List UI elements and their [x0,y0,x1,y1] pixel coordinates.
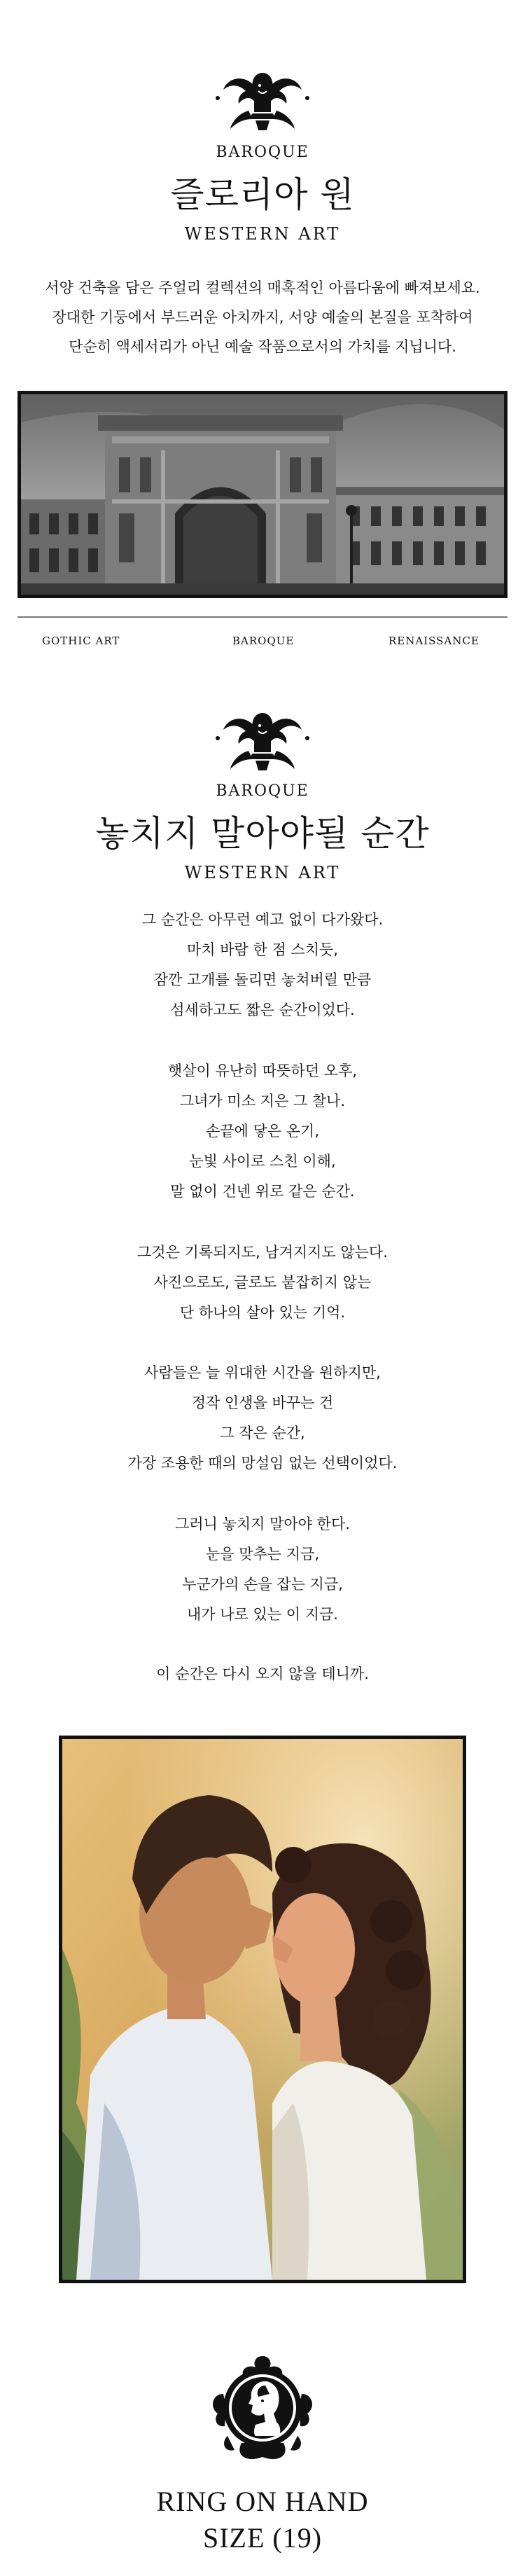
poem-line: 눈빛 사이로 스친 이해, [189,1153,336,1170]
poem-line: 사진으로도, 글로도 붙잡히지 않는 [153,1274,372,1291]
section-eyebrow: BAROQUE [216,144,309,161]
architecture-photo [18,391,507,598]
poem-line: 내가 나로 있는 이 지금. [187,1606,338,1623]
nav-link-gothic-art[interactable]: GOTHIC ART [42,635,120,647]
intro-line: 단순히 액세서리가 아닌 예술 작품으로서의 가치를 지닙니다. [69,338,456,355]
poem-line: 그것은 기록되지도, 남겨지지도 않는다. [137,1244,388,1261]
poem-line: 정작 인생을 바꾸는 건 [191,1394,334,1411]
poem-stanza [0,1056,525,1207]
section-title: 놓치지 말아야될 순간 [95,813,430,854]
poem-line: 마치 바람 한 점 스치듯, [187,941,338,958]
poem-line: 그 순간은 아무런 예고 없이 다가왔다. [141,911,384,928]
poem-stanza [0,1659,525,1689]
poem-line: 그녀가 미소 지은 그 찰나. [179,1093,346,1109]
section-subtitle: WESTERN ART [184,863,341,882]
section-title: 즐로리아 원 [170,174,355,215]
poem-line: 그러니 놓치지 말아야 한다. [175,1516,350,1532]
nav-link-baroque[interactable]: BAROQUE [232,635,295,647]
couple-painting [59,1736,466,2283]
medallion-portrait-icon [206,2352,318,2464]
section-eyebrow: BAROQUE [216,782,309,800]
footer-line: RING ON HAND [156,2486,369,2517]
poem-line: 손끝에 닿은 온기, [205,1123,320,1140]
nav-divider [18,616,507,618]
poem-line: 눈을 맞추는 지금, [205,1546,320,1563]
poem-stanza [0,1238,525,1328]
intro-line: 서양 건축을 담은 주얼리 컬렉션의 매혹적인 아름다움에 빠져보세요. [45,279,480,296]
section-subtitle: WESTERN ART [184,224,341,244]
baroque-crest-icon [214,710,312,775]
poem-line: 햇살이 유난히 따뜻하던 오후, [167,1062,358,1079]
poem-stanza [0,1358,525,1479]
poem-line: 이 순간은 다시 오지 않을 테니까. [156,1666,369,1682]
intro-line: 장대한 기둥에서 부드러운 아치까지, 서양 예술의 본질을 포착하여 [52,309,473,326]
footer-title [0,2484,525,2556]
poem-line: 그 작은 순간, [220,1425,305,1441]
poem-stanza [0,1509,525,1630]
poem-line: 말 없이 건넨 위로 같은 순간. [170,1183,355,1200]
poem-line: 사람들은 늘 위대한 시간을 원하지만, [144,1364,381,1381]
poem-line: 섬세하고도 짧은 순간이었다. [170,1002,355,1018]
poem-line: 가장 조용한 때의 망설임 없는 선택이었다. [127,1455,398,1471]
footer-line: SIZE (19) [202,2522,323,2554]
nav-link-renaissance[interactable]: RENAISSANCE [388,635,479,647]
baroque-crest-icon [214,70,312,134]
poem-line: 잠깐 고개를 돌리면 놓쳐버릴 만큼 [153,971,372,988]
poem-stanza [0,905,525,1025]
poem-line: 누군가의 손을 잡는 지금, [182,1576,343,1593]
intro-text [0,273,525,361]
poem-line: 단 하나의 살아 있는 기억. [179,1304,346,1321]
